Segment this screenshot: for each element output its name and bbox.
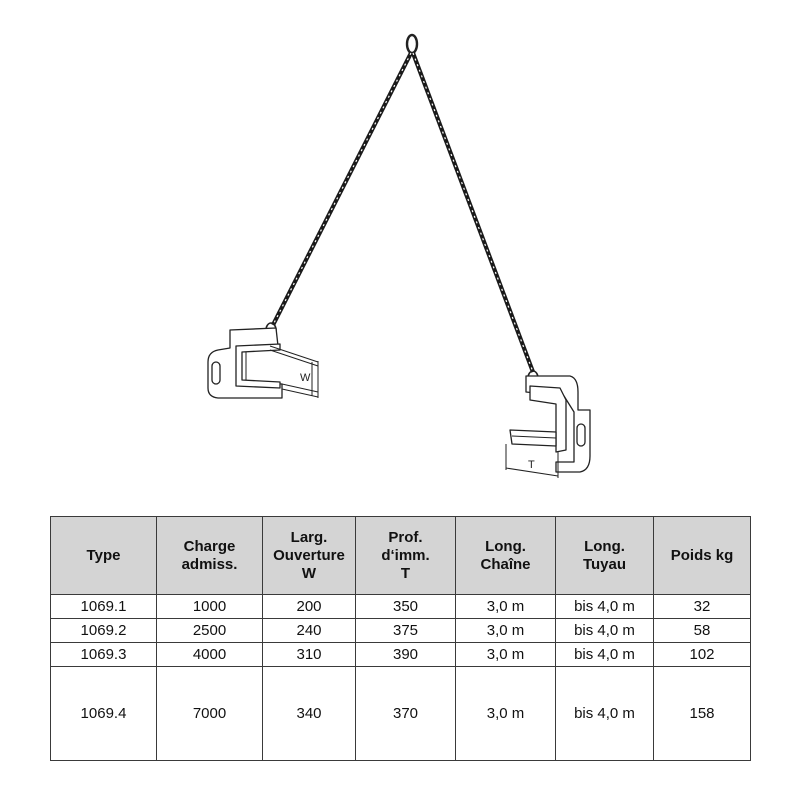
cell-chain-length: 3,0 m [456, 667, 556, 761]
left-clamp [208, 323, 318, 398]
left-chain [273, 53, 411, 325]
cell-pipe-length: bis 4,0 m [556, 619, 654, 643]
cell-charge: 1000 [157, 595, 263, 619]
header-chain-length: Long. Chaîne [456, 517, 556, 595]
table-row [51, 619, 751, 643]
cell-depth: 390 [356, 643, 456, 667]
cell-weight: 158 [654, 667, 751, 761]
depth-dimension-label: T [528, 459, 535, 471]
header-width: Larg. Ouverture W [263, 517, 356, 595]
cell-width: 310 [263, 643, 356, 667]
table-row [51, 667, 751, 761]
header-depth: Prof. d‘imm. T [356, 517, 456, 595]
right-chain [413, 53, 533, 372]
cell-width: 240 [263, 619, 356, 643]
header-weight: Poids kg [654, 517, 751, 595]
width-dimension-label: W [300, 372, 311, 384]
header-type: Type [51, 517, 157, 595]
cell-width: 340 [263, 667, 356, 761]
cell-type: 1069.2 [51, 619, 157, 643]
table-row [51, 595, 751, 619]
cell-weight: 32 [654, 595, 751, 619]
right-clamp [506, 371, 590, 478]
cell-type: 1069.3 [51, 643, 157, 667]
cell-weight: 102 [654, 643, 751, 667]
cell-depth: 350 [356, 595, 456, 619]
master-ring [407, 35, 417, 53]
cell-chain-length: 3,0 m [456, 643, 556, 667]
header-charge: Charge admiss. [157, 517, 263, 595]
table-header-row [51, 517, 751, 595]
cell-chain-length: 3,0 m [456, 595, 556, 619]
cell-pipe-length: bis 4,0 m [556, 643, 654, 667]
cell-width: 200 [263, 595, 356, 619]
cell-pipe-length: bis 4,0 m [556, 595, 654, 619]
cell-type: 1069.1 [51, 595, 157, 619]
cell-type: 1069.4 [51, 667, 157, 761]
cell-pipe-length: bis 4,0 m [556, 667, 654, 761]
cell-charge: 7000 [157, 667, 263, 761]
specification-table [50, 516, 751, 761]
table-row [51, 643, 751, 667]
cell-chain-length: 3,0 m [456, 619, 556, 643]
cell-depth: 375 [356, 619, 456, 643]
cell-weight: 58 [654, 619, 751, 643]
cell-depth: 370 [356, 667, 456, 761]
cell-charge: 2500 [157, 619, 263, 643]
header-pipe-length: Long. Tuyau [556, 517, 654, 595]
cell-charge: 4000 [157, 643, 263, 667]
